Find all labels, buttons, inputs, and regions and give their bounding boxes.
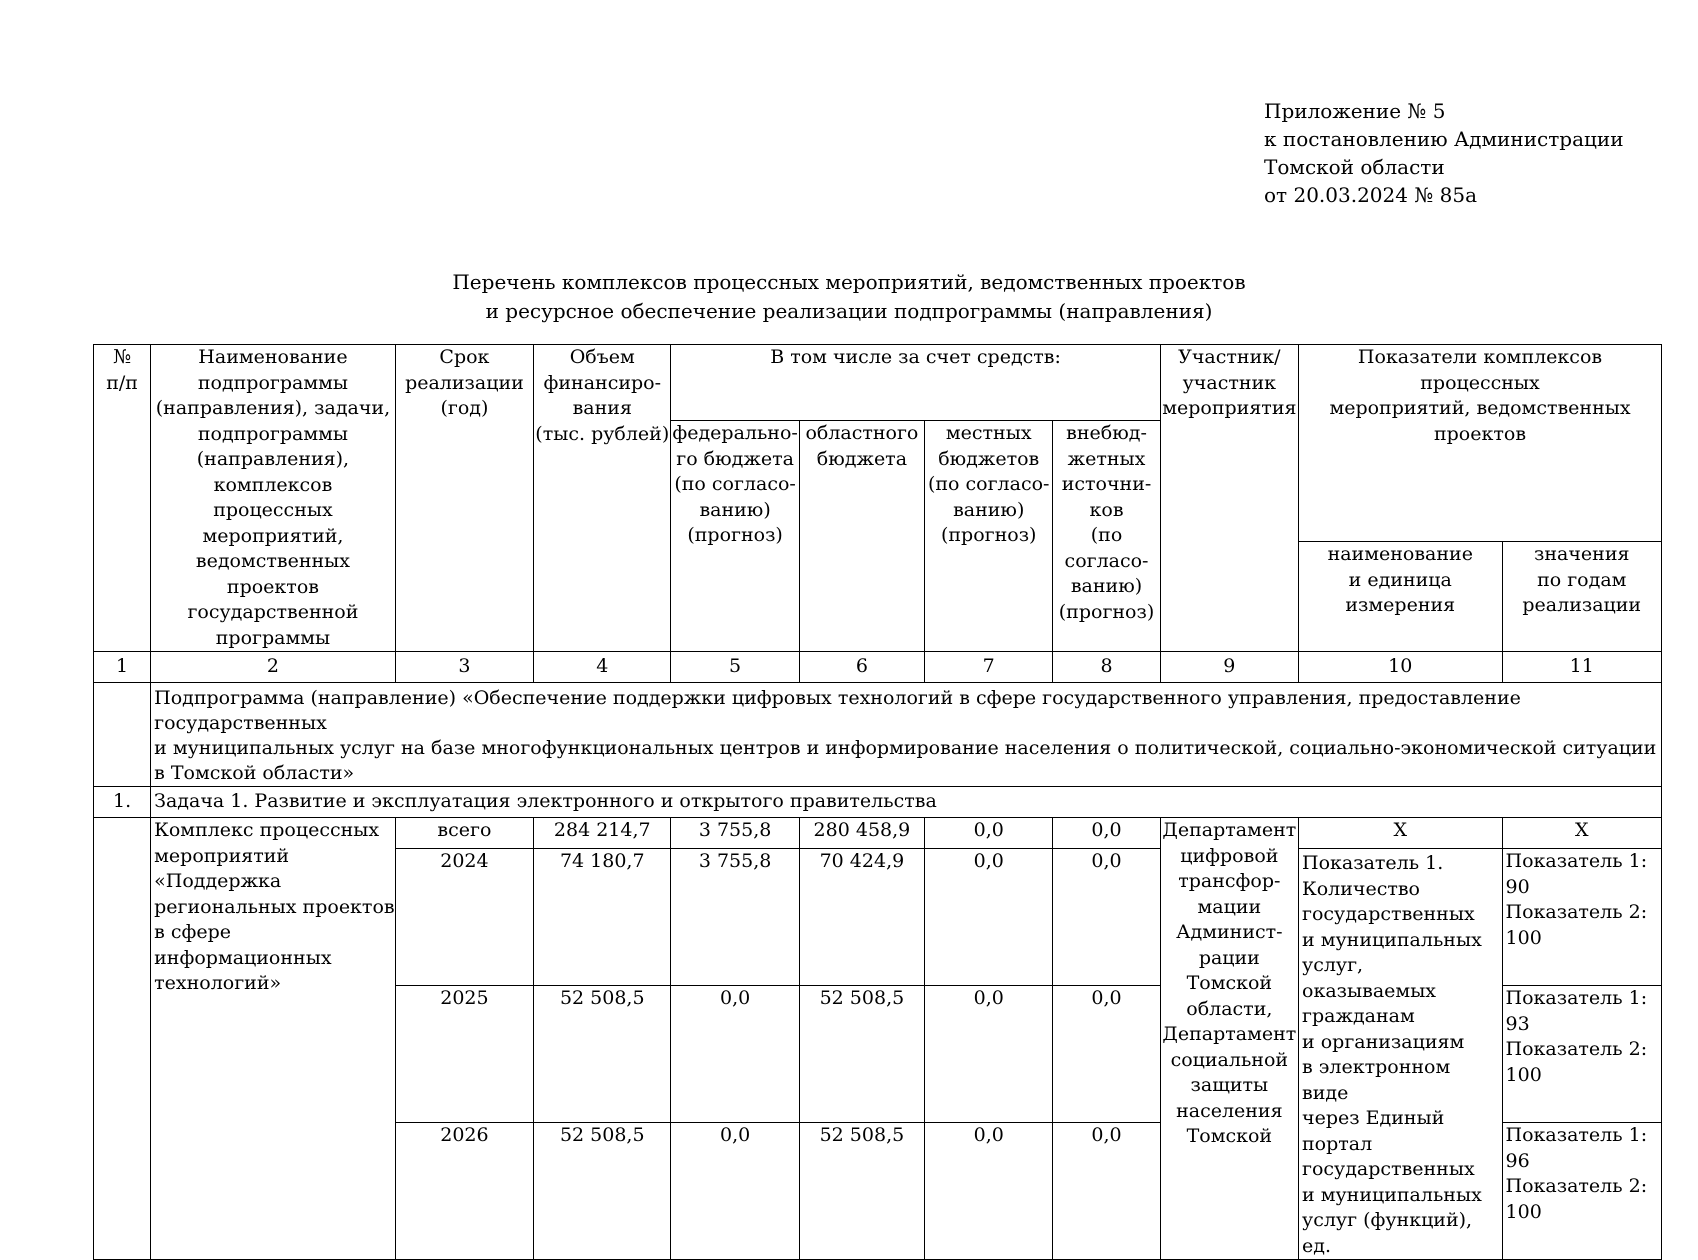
header-number: № п/п (94, 345, 151, 652)
column-number: 2 (151, 652, 396, 683)
column-number: 9 (1160, 652, 1298, 683)
local-cell: 0,0 (925, 986, 1053, 1123)
federal-cell: 3 755,8 (671, 818, 799, 849)
appendix-line-2: к постановлению Администрации (1264, 127, 1624, 151)
local-cell: 0,0 (925, 1123, 1053, 1260)
task-title: Задача 1. Развитие и эксплуатация электронного и открытого правительства (151, 787, 1662, 818)
regional-cell: 70 424,9 (799, 849, 924, 986)
regional-cell: 280 458,9 (799, 818, 924, 849)
federal-cell: 0,0 (671, 986, 799, 1123)
appendix-line-4: от 20.03.2024 № 85а (1264, 183, 1477, 207)
task-number: 1. (94, 787, 151, 818)
header-indicators: Показатели комплексов процессных мероприятий, ведомственных проектов (1299, 345, 1662, 542)
column-number: 5 (671, 652, 799, 683)
column-number: 8 (1053, 652, 1160, 683)
year-cell: 2025 (395, 986, 533, 1123)
complex-name: Комплекс процессных мероприятий «Поддержка региональных проектов в сфере информационных технологий» (151, 818, 396, 1260)
subprogram-title: Подпрограмма (направление) «Обеспечение поддержки цифровых технологий в сфере государственного управления, предоставление государственных и муниципальных услуг на базе многофункциональных центров и информирование населения о политической, социально-экономической ситуации в Томской области» (151, 683, 1662, 787)
volume-cell: 74 180,7 (534, 849, 671, 986)
extra-cell: 0,0 (1053, 1123, 1160, 1260)
indicator-name-cell: Показатель 1. Количество государственных и муниципальных услуг, оказываемых гражданам и организациям в электронном виде через Единый портал государственных и муниципальных услуг (функций), ед. (1299, 849, 1503, 1260)
appendix-line-3: Томской области (1264, 155, 1445, 179)
column-number: 11 (1502, 652, 1661, 683)
header-federal: федерально- го бюджета (по согласо- ванию) (прогноз) (671, 421, 799, 652)
header-regional: областного бюджета (799, 421, 924, 652)
local-cell: 0,0 (925, 849, 1053, 986)
header-indicator-name: наименование и единица измерения (1299, 542, 1503, 652)
header-term: Срок реализации (год) (395, 345, 533, 652)
indicator-value-cell: Показатель 1: 96 Показатель 2: 100 (1502, 1123, 1661, 1260)
indicator-value-cell: Показатель 1: 93 Показатель 2: 100 (1502, 986, 1661, 1123)
volume-cell: 52 508,5 (534, 986, 671, 1123)
column-number: 3 (395, 652, 533, 683)
header-including: В том числе за счет средств: (671, 345, 1160, 421)
subprogram-row (94, 683, 1662, 787)
header-indicator-values: значения по годам реализации (1502, 542, 1661, 652)
regional-cell: 52 508,5 (799, 1123, 924, 1260)
column-number: 6 (799, 652, 924, 683)
extra-cell: 0,0 (1053, 986, 1160, 1123)
header-local: местных бюджетов (по согласо- ванию) (прогноз) (925, 421, 1053, 652)
indicator-value-cell: Показатель 1: 90 Показатель 2: 100 (1502, 849, 1661, 986)
year-cell: всего (395, 818, 533, 849)
column-number: 10 (1299, 652, 1503, 683)
financing-table (93, 344, 1662, 1260)
volume-cell: 284 214,7 (534, 818, 671, 849)
regional-cell: 52 508,5 (799, 986, 924, 1123)
year-cell: 2024 (395, 849, 533, 986)
document-title (0, 268, 1698, 326)
title-line-1: Перечень комплексов процессных мероприятий, ведомственных проектов (452, 270, 1246, 294)
header-name: Наименование подпрограммы (направления), задачи, подпрограммы (направления), комплексов процессных мероприятий, ведомственных проектов государственной программы (151, 345, 396, 652)
title-line-2: и ресурсное обеспечение реализации подпрограммы (направления) (485, 299, 1213, 323)
federal-cell: 0,0 (671, 1123, 799, 1260)
year-cell: 2026 (395, 1123, 533, 1260)
participant-cell: Департамент цифровой трансфор- мации Админист- рации Томской области, Департамент социальной защиты населения Томской (1160, 818, 1298, 1260)
header-participant: Участник/ участник мероприятия (1160, 345, 1298, 652)
extra-cell: 0,0 (1053, 818, 1160, 849)
column-number: 1 (94, 652, 151, 683)
indicator-value-cell: Х (1502, 818, 1661, 849)
header-volume: Объем финансиро- вания (тыс. рублей) (534, 345, 671, 652)
local-cell: 0,0 (925, 818, 1053, 849)
task-row (94, 787, 1662, 818)
header-extra: внебюд- жетных источни- ков (по согласо- ванию) (прогноз) (1053, 421, 1160, 652)
column-number: 4 (534, 652, 671, 683)
federal-cell: 3 755,8 (671, 849, 799, 986)
table-row (94, 818, 1662, 849)
extra-cell: 0,0 (1053, 849, 1160, 986)
indicator-name-cell: Х (1299, 818, 1503, 849)
appendix-block (1264, 97, 1624, 209)
appendix-line-1: Приложение № 5 (1264, 99, 1446, 123)
column-number-row (94, 652, 1662, 683)
volume-cell: 52 508,5 (534, 1123, 671, 1260)
column-number: 7 (925, 652, 1053, 683)
